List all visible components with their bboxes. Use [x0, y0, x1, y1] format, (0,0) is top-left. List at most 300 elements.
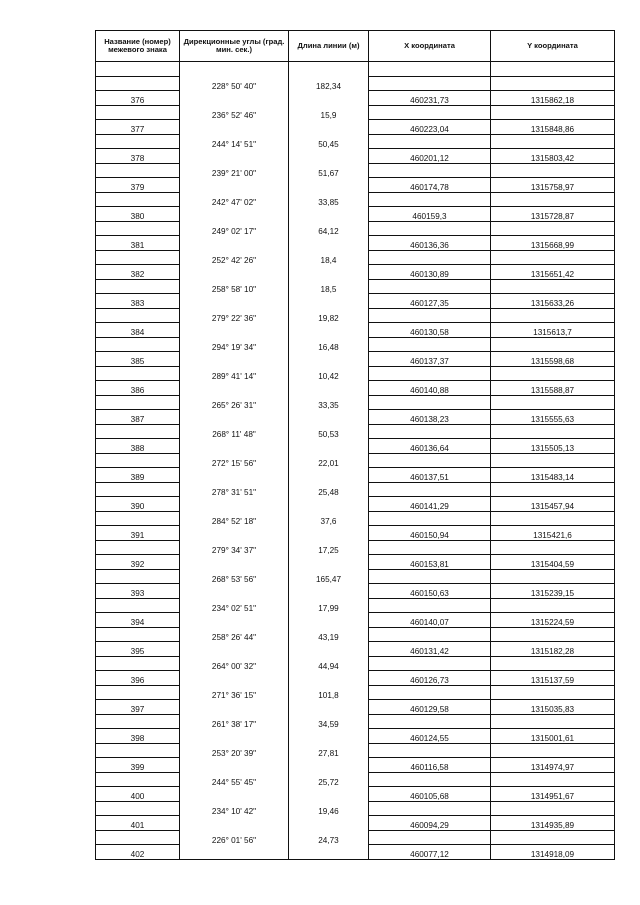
- cell-line-length: [289, 584, 369, 599]
- cell-line-length: 22,01: [289, 453, 369, 468]
- cell-bearing: 265° 26' 31": [180, 395, 289, 410]
- cell-line-length: [289, 758, 369, 773]
- cell-line-length: [289, 91, 369, 106]
- cell-bearing: 249° 02' 17": [180, 221, 289, 236]
- table-row-line: [96, 337, 615, 352]
- table-row-line: [96, 511, 615, 526]
- cell-line-length: 16,48: [289, 337, 369, 352]
- table-row-point: [96, 758, 615, 773]
- cell-bearing: [180, 787, 289, 802]
- cell-marker-name: 384: [96, 323, 180, 338]
- cell-y-coordinate: [491, 192, 615, 207]
- table-row-line: [96, 801, 615, 816]
- cell-y-coordinate: [491, 830, 615, 845]
- cell-y-coordinate: [491, 62, 615, 77]
- cell-bearing: 228° 50' 40": [180, 76, 289, 91]
- cell-x-coordinate: 460105,68: [369, 787, 491, 802]
- table-row-line: [96, 656, 615, 671]
- cell-bearing: [180, 642, 289, 657]
- cell-y-coordinate: 1315848,86: [491, 120, 615, 135]
- table-row-line: [96, 830, 615, 845]
- table-row-line: [96, 221, 615, 236]
- cell-x-coordinate: [369, 105, 491, 120]
- cell-line-length: 18,5: [289, 279, 369, 294]
- cell-y-coordinate: [491, 656, 615, 671]
- cell-marker-name: 376: [96, 91, 180, 106]
- table-row-point: [96, 207, 615, 222]
- table-row-point: [96, 294, 615, 309]
- table-header-row: [96, 31, 615, 62]
- cell-y-coordinate: 1314935,89: [491, 816, 615, 831]
- cell-x-coordinate: [369, 76, 491, 91]
- cell-line-length: [289, 526, 369, 541]
- table-row-point: [96, 265, 615, 280]
- cell-y-coordinate: 1315505,13: [491, 439, 615, 454]
- cell-y-coordinate: 1314951,67: [491, 787, 615, 802]
- cell-y-coordinate: [491, 308, 615, 323]
- cell-marker-name: 392: [96, 555, 180, 570]
- cell-line-length: 19,46: [289, 801, 369, 816]
- cell-y-coordinate: 1315728,87: [491, 207, 615, 222]
- cell-marker-name: [96, 221, 180, 236]
- cell-y-coordinate: [491, 366, 615, 381]
- cell-y-coordinate: 1315239,15: [491, 584, 615, 599]
- cell-marker-name: 388: [96, 439, 180, 454]
- cell-marker-name: 377: [96, 120, 180, 135]
- cell-marker-name: 378: [96, 149, 180, 164]
- cell-x-coordinate: [369, 395, 491, 410]
- cell-line-length: 51,67: [289, 163, 369, 178]
- cell-line-length: [289, 787, 369, 802]
- cell-line-length: 15,9: [289, 105, 369, 120]
- cell-marker-name: [96, 62, 180, 77]
- table-row-point: [96, 816, 615, 831]
- cell-line-length: [289, 294, 369, 309]
- cell-bearing: 261° 38' 17": [180, 714, 289, 729]
- cell-marker-name: 400: [96, 787, 180, 802]
- cell-bearing: 236° 52' 46": [180, 105, 289, 120]
- cell-y-coordinate: [491, 569, 615, 584]
- cell-line-length: 37,6: [289, 511, 369, 526]
- cell-bearing: 268° 11' 48": [180, 424, 289, 439]
- cell-line-length: 50,45: [289, 134, 369, 149]
- cell-x-coordinate: 460136,64: [369, 439, 491, 454]
- cell-y-coordinate: 1315668,99: [491, 236, 615, 251]
- table-row-line: [96, 192, 615, 207]
- cell-y-coordinate: 1315651,42: [491, 265, 615, 280]
- cell-line-length: [289, 642, 369, 657]
- cell-bearing: 294° 19' 34": [180, 337, 289, 352]
- cell-line-length: 34,59: [289, 714, 369, 729]
- table-row-point: [96, 671, 615, 686]
- cell-bearing: 244° 14' 51": [180, 134, 289, 149]
- cell-x-coordinate: [369, 830, 491, 845]
- cell-marker-name: [96, 569, 180, 584]
- cell-x-coordinate: [369, 801, 491, 816]
- table-row-point: [96, 700, 615, 715]
- cell-bearing: [180, 149, 289, 164]
- cell-line-length: [289, 62, 369, 77]
- table-row-point: [96, 410, 615, 425]
- cell-line-length: [289, 323, 369, 338]
- cell-x-coordinate: 460129,58: [369, 700, 491, 715]
- cell-line-length: [289, 120, 369, 135]
- cell-line-length: 19,82: [289, 308, 369, 323]
- cell-x-coordinate: 460223,04: [369, 120, 491, 135]
- cell-x-coordinate: [369, 511, 491, 526]
- cell-x-coordinate: 460127,35: [369, 294, 491, 309]
- table-row-point: [96, 555, 615, 570]
- cell-line-length: 33,85: [289, 192, 369, 207]
- cell-x-coordinate: [369, 163, 491, 178]
- cell-marker-name: [96, 105, 180, 120]
- table-row-line: [96, 308, 615, 323]
- cell-marker-name: 401: [96, 816, 180, 831]
- cell-marker-name: 389: [96, 468, 180, 483]
- cell-bearing: 234° 02' 51": [180, 598, 289, 613]
- cell-marker-name: [96, 134, 180, 149]
- cell-y-coordinate: [491, 221, 615, 236]
- table-row-line: [96, 134, 615, 149]
- cell-x-coordinate: [369, 482, 491, 497]
- table-row-point: [96, 352, 615, 367]
- cell-line-length: [289, 555, 369, 570]
- cell-y-coordinate: 1315457,94: [491, 497, 615, 512]
- cell-line-length: [289, 149, 369, 164]
- cell-bearing: 242° 47' 02": [180, 192, 289, 207]
- cell-bearing: [180, 729, 289, 744]
- cell-marker-name: [96, 192, 180, 207]
- table-row-line: [96, 540, 615, 555]
- cell-bearing: [180, 845, 289, 860]
- cell-x-coordinate: [369, 62, 491, 77]
- cell-marker-name: 391: [96, 526, 180, 541]
- cell-bearing: [180, 584, 289, 599]
- cell-bearing: 244° 55' 45": [180, 772, 289, 787]
- cell-marker-name: [96, 250, 180, 265]
- cell-line-length: [289, 497, 369, 512]
- cell-x-coordinate: [369, 772, 491, 787]
- table-row-line: [96, 772, 615, 787]
- cell-line-length: 44,94: [289, 656, 369, 671]
- cell-bearing: 226° 01' 56": [180, 830, 289, 845]
- cell-line-length: [289, 439, 369, 454]
- table-row-point: [96, 526, 615, 541]
- cell-marker-name: 397: [96, 700, 180, 715]
- table-row-line: [96, 424, 615, 439]
- cell-x-coordinate: [369, 337, 491, 352]
- table-row-point: [96, 439, 615, 454]
- cell-bearing: 258° 26' 44": [180, 627, 289, 642]
- cell-marker-name: 393: [96, 584, 180, 599]
- cell-x-coordinate: [369, 279, 491, 294]
- cell-x-coordinate: [369, 714, 491, 729]
- table-row-point: [96, 62, 615, 77]
- cell-bearing: [180, 91, 289, 106]
- cell-marker-name: [96, 366, 180, 381]
- cell-line-length: [289, 468, 369, 483]
- table-row-point: [96, 149, 615, 164]
- table-row-line: [96, 569, 615, 584]
- cell-line-length: [289, 352, 369, 367]
- boundary-coordinates-table: [95, 30, 615, 860]
- cell-bearing: [180, 294, 289, 309]
- cell-x-coordinate: [369, 540, 491, 555]
- cell-bearing: [180, 62, 289, 77]
- table-row-point: [96, 845, 615, 860]
- cell-line-length: 25,72: [289, 772, 369, 787]
- cell-y-coordinate: [491, 511, 615, 526]
- table-row-line: [96, 482, 615, 497]
- table-row-point: [96, 120, 615, 135]
- cell-marker-name: [96, 511, 180, 526]
- cell-y-coordinate: [491, 105, 615, 120]
- cell-marker-name: [96, 76, 180, 91]
- cell-line-length: 50,53: [289, 424, 369, 439]
- cell-x-coordinate: 460174,78: [369, 178, 491, 193]
- cell-x-coordinate: 460141,29: [369, 497, 491, 512]
- cell-x-coordinate: 460153,81: [369, 555, 491, 570]
- cell-y-coordinate: 1315035,83: [491, 700, 615, 715]
- cell-bearing: [180, 468, 289, 483]
- cell-y-coordinate: [491, 598, 615, 613]
- cell-x-coordinate: 460077,12: [369, 845, 491, 860]
- cell-bearing: [180, 352, 289, 367]
- header-bearing: Дирекционные углы (град. мин. сек.): [180, 31, 289, 62]
- cell-x-coordinate: 460131,42: [369, 642, 491, 657]
- cell-x-coordinate: 460138,23: [369, 410, 491, 425]
- cell-bearing: [180, 120, 289, 135]
- cell-y-coordinate: 1315588,87: [491, 381, 615, 396]
- cell-y-coordinate: [491, 627, 615, 642]
- table-row-line: [96, 395, 615, 410]
- header-marker-name: Название (номер) межевого знака: [96, 31, 180, 62]
- cell-y-coordinate: 1315758,97: [491, 178, 615, 193]
- cell-y-coordinate: [491, 279, 615, 294]
- cell-marker-name: [96, 627, 180, 642]
- cell-line-length: 24,73: [289, 830, 369, 845]
- cell-y-coordinate: 1315803,42: [491, 149, 615, 164]
- cell-x-coordinate: 460124,55: [369, 729, 491, 744]
- cell-marker-name: [96, 540, 180, 555]
- cell-bearing: [180, 816, 289, 831]
- cell-bearing: [180, 410, 289, 425]
- cell-x-coordinate: [369, 569, 491, 584]
- cell-y-coordinate: [491, 772, 615, 787]
- cell-line-length: [289, 178, 369, 193]
- table-row-point: [96, 787, 615, 802]
- cell-y-coordinate: [491, 685, 615, 700]
- cell-marker-name: [96, 801, 180, 816]
- cell-line-length: 17,99: [289, 598, 369, 613]
- cell-marker-name: [96, 772, 180, 787]
- table-row-point: [96, 729, 615, 744]
- header-x-coordinate: X координата: [369, 31, 491, 62]
- table-row-line: [96, 453, 615, 468]
- cell-y-coordinate: [491, 540, 615, 555]
- cell-marker-name: [96, 424, 180, 439]
- cell-y-coordinate: 1314974,97: [491, 758, 615, 773]
- cell-marker-name: [96, 482, 180, 497]
- cell-marker-name: [96, 163, 180, 178]
- cell-x-coordinate: 460150,63: [369, 584, 491, 599]
- cell-y-coordinate: [491, 395, 615, 410]
- cell-y-coordinate: 1315421,6: [491, 526, 615, 541]
- cell-bearing: [180, 323, 289, 338]
- cell-bearing: [180, 439, 289, 454]
- cell-marker-name: 398: [96, 729, 180, 744]
- cell-marker-name: [96, 308, 180, 323]
- table-row-line: [96, 685, 615, 700]
- cell-line-length: [289, 381, 369, 396]
- cell-x-coordinate: [369, 656, 491, 671]
- cell-bearing: 264° 00' 32": [180, 656, 289, 671]
- cell-x-coordinate: [369, 453, 491, 468]
- cell-bearing: 258° 58' 10": [180, 279, 289, 294]
- cell-bearing: [180, 207, 289, 222]
- cell-marker-name: 395: [96, 642, 180, 657]
- cell-marker-name: 394: [96, 613, 180, 628]
- table-row-point: [96, 468, 615, 483]
- cell-x-coordinate: 460116,58: [369, 758, 491, 773]
- cell-x-coordinate: 460130,89: [369, 265, 491, 280]
- cell-y-coordinate: [491, 134, 615, 149]
- cell-line-length: 64,12: [289, 221, 369, 236]
- cell-line-length: 101,8: [289, 685, 369, 700]
- cell-line-length: 182,34: [289, 76, 369, 91]
- cell-y-coordinate: 1315137,59: [491, 671, 615, 686]
- table-row-line: [96, 163, 615, 178]
- cell-marker-name: [96, 743, 180, 758]
- cell-marker-name: 383: [96, 294, 180, 309]
- cell-marker-name: [96, 685, 180, 700]
- cell-marker-name: 382: [96, 265, 180, 280]
- cell-y-coordinate: 1315613,7: [491, 323, 615, 338]
- cell-x-coordinate: [369, 308, 491, 323]
- cell-x-coordinate: [369, 221, 491, 236]
- cell-marker-name: [96, 830, 180, 845]
- header-line-length: Длина линии (м): [289, 31, 369, 62]
- header-y-coordinate: Y координата: [491, 31, 615, 62]
- table-row-line: [96, 279, 615, 294]
- cell-y-coordinate: [491, 714, 615, 729]
- cell-line-length: [289, 729, 369, 744]
- cell-line-length: 27,81: [289, 743, 369, 758]
- cell-x-coordinate: 460137,37: [369, 352, 491, 367]
- cell-marker-name: 385: [96, 352, 180, 367]
- cell-x-coordinate: [369, 685, 491, 700]
- cell-x-coordinate: [369, 250, 491, 265]
- cell-x-coordinate: 460140,07: [369, 613, 491, 628]
- coordinates-sheet: [95, 30, 614, 859]
- cell-marker-name: [96, 598, 180, 613]
- table-row-point: [96, 497, 615, 512]
- table-row-point: [96, 584, 615, 599]
- cell-bearing: 253° 20' 39": [180, 743, 289, 758]
- cell-bearing: 284° 52' 18": [180, 511, 289, 526]
- cell-x-coordinate: [369, 598, 491, 613]
- cell-marker-name: 390: [96, 497, 180, 512]
- cell-marker-name: 387: [96, 410, 180, 425]
- table-row-point: [96, 178, 615, 193]
- table-row-point: [96, 613, 615, 628]
- cell-line-length: [289, 671, 369, 686]
- cell-line-length: [289, 236, 369, 251]
- table-row-point: [96, 323, 615, 338]
- cell-marker-name: [96, 656, 180, 671]
- cell-bearing: 268° 53' 56": [180, 569, 289, 584]
- cell-x-coordinate: 460130,58: [369, 323, 491, 338]
- cell-bearing: [180, 700, 289, 715]
- table-row-line: [96, 105, 615, 120]
- cell-x-coordinate: 460150,94: [369, 526, 491, 541]
- cell-line-length: [289, 700, 369, 715]
- cell-x-coordinate: 460126,73: [369, 671, 491, 686]
- table-row-line: [96, 714, 615, 729]
- cell-y-coordinate: 1315404,59: [491, 555, 615, 570]
- cell-marker-name: 381: [96, 236, 180, 251]
- cell-line-length: [289, 265, 369, 280]
- cell-marker-name: [96, 395, 180, 410]
- cell-y-coordinate: 1315598,68: [491, 352, 615, 367]
- cell-line-length: 165,47: [289, 569, 369, 584]
- cell-bearing: [180, 555, 289, 570]
- table-row-line: [96, 598, 615, 613]
- table-row-line: [96, 627, 615, 642]
- table-row-point: [96, 381, 615, 396]
- table-row-point: [96, 236, 615, 251]
- cell-y-coordinate: 1315001,61: [491, 729, 615, 744]
- cell-x-coordinate: [369, 743, 491, 758]
- cell-x-coordinate: [369, 134, 491, 149]
- cell-y-coordinate: 1315862,18: [491, 91, 615, 106]
- table-row-line: [96, 76, 615, 91]
- cell-y-coordinate: [491, 337, 615, 352]
- cell-x-coordinate: 460140,88: [369, 381, 491, 396]
- cell-line-length: [289, 845, 369, 860]
- cell-marker-name: 402: [96, 845, 180, 860]
- cell-y-coordinate: [491, 743, 615, 758]
- table-row-line: [96, 743, 615, 758]
- cell-bearing: [180, 758, 289, 773]
- cell-y-coordinate: 1314918,09: [491, 845, 615, 860]
- cell-x-coordinate: [369, 366, 491, 381]
- cell-line-length: [289, 613, 369, 628]
- cell-marker-name: [96, 337, 180, 352]
- cell-bearing: [180, 381, 289, 396]
- cell-bearing: [180, 178, 289, 193]
- cell-x-coordinate: 460094,29: [369, 816, 491, 831]
- cell-bearing: 271° 36' 15": [180, 685, 289, 700]
- cell-x-coordinate: 460136,36: [369, 236, 491, 251]
- cell-bearing: 289° 41' 14": [180, 366, 289, 381]
- cell-bearing: 252° 42' 26": [180, 250, 289, 265]
- cell-marker-name: [96, 714, 180, 729]
- cell-x-coordinate: 460137,51: [369, 468, 491, 483]
- cell-bearing: 272° 15' 56": [180, 453, 289, 468]
- cell-y-coordinate: 1315224,59: [491, 613, 615, 628]
- cell-y-coordinate: [491, 76, 615, 91]
- cell-bearing: [180, 497, 289, 512]
- cell-y-coordinate: [491, 163, 615, 178]
- cell-x-coordinate: 460159,3: [369, 207, 491, 222]
- cell-y-coordinate: [491, 482, 615, 497]
- cell-y-coordinate: [491, 250, 615, 265]
- cell-x-coordinate: 460201,12: [369, 149, 491, 164]
- cell-bearing: 279° 34' 37": [180, 540, 289, 555]
- cell-bearing: 234° 10' 42": [180, 801, 289, 816]
- cell-y-coordinate: [491, 801, 615, 816]
